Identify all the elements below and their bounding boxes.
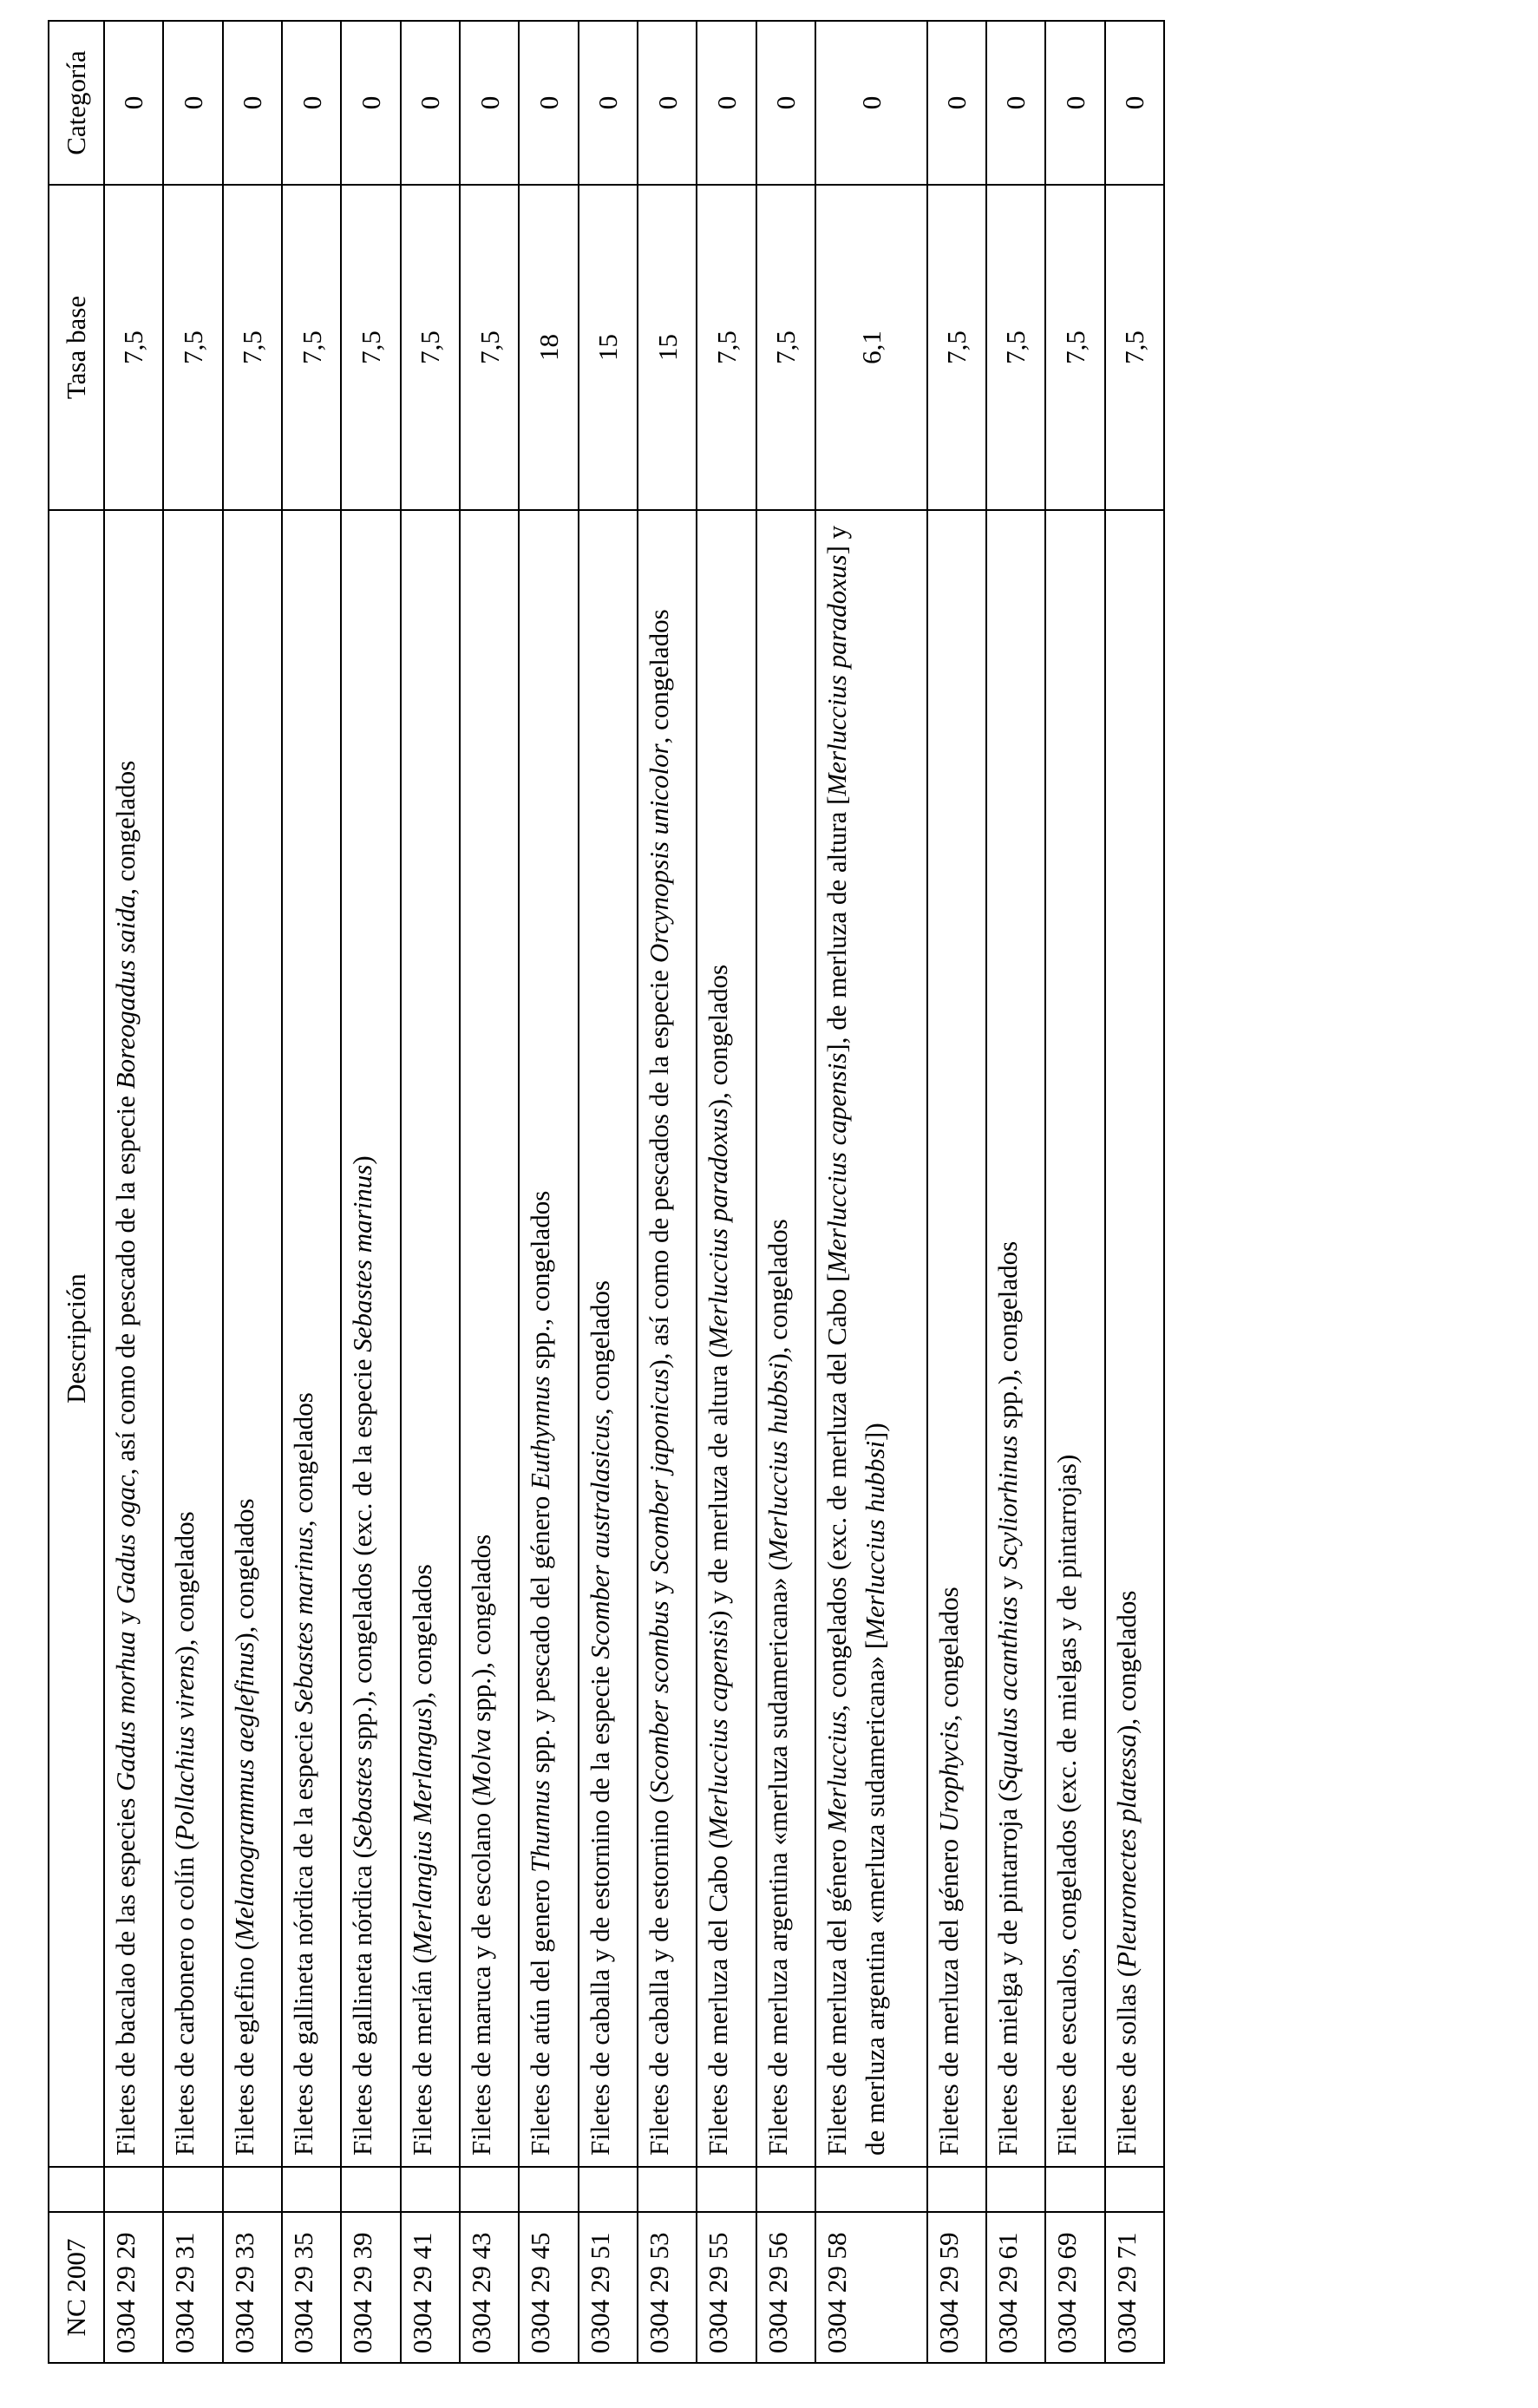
nc-code-cell: 0304 29 31	[163, 2212, 222, 2363]
description-cell	[756, 510, 815, 2167]
base-rate-cell: 7,5	[1045, 185, 1104, 510]
description-cell	[638, 510, 697, 2167]
species-name: Squalus acanthias	[992, 1596, 1023, 1793]
description-text: )	[347, 1155, 378, 1165]
category-cell: 0	[519, 21, 578, 185]
blank-cell	[1105, 2167, 1164, 2212]
description-cell	[341, 510, 400, 2167]
category-cell: 0	[341, 21, 400, 185]
blank-cell	[815, 2167, 926, 2212]
species-name: Euthynnus	[525, 1376, 556, 1490]
description-cell	[927, 510, 986, 2167]
base-rate-cell: 7,5	[697, 185, 756, 510]
description-cell	[460, 510, 519, 2167]
species-name: Gadus ogac	[110, 1475, 141, 1605]
category-cell: 0	[223, 21, 282, 185]
description-text: ) y de merluza de altura (	[703, 1349, 734, 1620]
base-rate-cell: 7,5	[282, 185, 341, 510]
species-name: Merluccius hubbsi	[762, 1362, 793, 1562]
species-name: Merluccius capensis	[821, 1052, 853, 1273]
description-cell	[1105, 510, 1164, 2167]
base-rate-cell: 7,5	[223, 185, 282, 510]
description-text: Filetes de merluza argentina «merluza sudamericana» (	[762, 1561, 793, 2156]
blank-cell	[163, 2167, 222, 2212]
species-name: Merluccius paradoxus	[821, 554, 853, 796]
category-cell: 0	[282, 21, 341, 185]
species-name: Thunnus	[525, 1779, 556, 1873]
species-name: Scomber australasicus	[584, 1415, 615, 1659]
base-rate-cell: 7,5	[104, 185, 163, 510]
description-text: spp.), congelados (exc. de la especie	[347, 1351, 378, 1757]
base-rate-cell: 7,5	[460, 185, 519, 510]
description-cell	[1045, 510, 1104, 2167]
description-text: , congelados	[288, 1392, 319, 1528]
description-text: Filetes de bacalao de las especies	[110, 1790, 141, 2156]
blank-cell	[104, 2167, 163, 2212]
nc-code-cell: 0304 29 69	[1045, 2212, 1104, 2363]
base-rate-cell: 7,5	[341, 185, 400, 510]
nc-code-cell: 0304 29 58	[815, 2212, 926, 2363]
table-row	[579, 21, 638, 2363]
description-text: ), congelados	[762, 1219, 793, 1363]
category-cell: 0	[756, 21, 815, 185]
nc-code-cell: 0304 29 61	[986, 2212, 1045, 2363]
table-row	[519, 21, 578, 2363]
species-name: Merluccius capensis	[703, 1619, 734, 1840]
base-rate-cell: 7,5	[986, 185, 1045, 510]
description-text: y	[110, 1604, 141, 1632]
species-name: Scyliorhinus	[992, 1435, 1023, 1570]
description-text: spp.), congelados	[992, 1240, 1023, 1436]
blank-cell	[697, 2167, 756, 2212]
description-text: , así como de pescado de la especie	[110, 1089, 141, 1476]
table-row	[460, 21, 519, 2363]
table-row	[1045, 21, 1104, 2363]
category-cell: 0	[460, 21, 519, 185]
header-base-rate: Tasa base	[49, 185, 104, 510]
nc-code-cell: 0304 29 35	[282, 2212, 341, 2363]
category-cell: 0	[163, 21, 222, 185]
description-text: Filetes de caballa y de estornino de la especie	[584, 1659, 615, 2156]
description-text: Filetes de atún del genero	[525, 1872, 556, 2156]
blank-cell	[282, 2167, 341, 2212]
species-name: Molva	[466, 1728, 497, 1797]
blank-cell	[341, 2167, 400, 2212]
nc-code-cell: 0304 29 53	[638, 2212, 697, 2363]
nc-code-cell: 0304 29 51	[579, 2212, 638, 2363]
category-cell: 0	[579, 21, 638, 185]
base-rate-cell: 15	[638, 185, 697, 510]
description-text: Filetes de gallineta nórdica (	[347, 1849, 378, 2156]
category-cell: 0	[927, 21, 986, 185]
header-row	[49, 21, 104, 2363]
table-row	[927, 21, 986, 2363]
description-text: Filetes de gallineta nórdica de la especie	[288, 1714, 319, 2156]
blank-cell	[223, 2167, 282, 2212]
description-text: Filetes de eglefino (	[228, 1940, 259, 2156]
description-text: spp. y pescado del género	[525, 1489, 556, 1780]
category-cell: 0	[638, 21, 697, 185]
description-cell	[223, 510, 282, 2167]
description-text: ), congelados	[169, 1511, 200, 1655]
description-text: Filetes de maruca y de escolano (	[466, 1796, 497, 2156]
nc-code-cell: 0304 29 29	[104, 2212, 163, 2363]
table-row	[638, 21, 697, 2363]
blank-cell	[756, 2167, 815, 2212]
blank-cell	[401, 2167, 460, 2212]
base-rate-cell: 7,5	[1105, 185, 1164, 510]
blank-cell	[519, 2167, 578, 2212]
species-name: Merluccius paradoxus	[703, 1108, 734, 1350]
species-name: Sebastes marinus	[347, 1164, 378, 1352]
description-text: Filetes de mielga y de pintarroja (	[992, 1792, 1023, 2156]
base-rate-cell: 7,5	[756, 185, 815, 510]
category-cell: 0	[401, 21, 460, 185]
description-text: , congelados	[110, 760, 141, 895]
species-name: Merlangius Merlangus	[406, 1707, 437, 1955]
table-body	[104, 21, 1164, 2363]
base-rate-cell: 18	[519, 185, 578, 510]
nc-code-cell: 0304 29 41	[401, 2212, 460, 2363]
description-text: , congelados (exc. de merluza del Cabo [	[821, 1273, 853, 1711]
species-name: Pollachius virens	[169, 1654, 200, 1842]
rotated-page	[48, 22, 1165, 2364]
description-text: y	[992, 1569, 1023, 1597]
nc-code-cell: 0304 29 45	[519, 2212, 578, 2363]
description-text: Filetes de merlán (	[406, 1954, 437, 2156]
nc-code-cell: 0304 29 39	[341, 2212, 400, 2363]
nc-code-cell: 0304 29 33	[223, 2212, 282, 2363]
blank-cell	[986, 2167, 1045, 2212]
table-row	[223, 21, 282, 2363]
species-name: Merluccius	[821, 1711, 853, 1833]
header-blank	[49, 2167, 104, 2212]
description-cell	[104, 510, 163, 2167]
description-cell	[282, 510, 341, 2167]
species-name: Orcynopsis unicolor	[644, 743, 675, 964]
nc-code-cell: 0304 29 71	[1105, 2212, 1164, 2363]
description-text: spp., congelados	[525, 1190, 556, 1377]
table-row	[986, 21, 1045, 2363]
description-text: , congelados	[644, 609, 675, 744]
header-nc-2007: NC 2007	[49, 2212, 104, 2363]
description-text: Filetes de escualos, congelados (exc. de mielgas y de pintarrojas)	[1051, 1454, 1083, 2156]
description-text: y	[644, 1574, 675, 1601]
description-cell	[519, 510, 578, 2167]
base-rate-cell: 7,5	[163, 185, 222, 510]
tariff-table	[48, 20, 1165, 2364]
blank-cell	[579, 2167, 638, 2212]
description-text: Filetes de carbonero o colín (	[169, 1841, 200, 2156]
category-cell: 0	[1045, 21, 1104, 185]
species-name: Gadus morhua	[110, 1631, 141, 1791]
category-cell: 0	[697, 21, 756, 185]
species-name: Sebastes	[347, 1757, 378, 1850]
blank-cell	[638, 2167, 697, 2212]
description-cell	[163, 510, 222, 2167]
description-text: ), así como de pescados de la especie	[644, 963, 675, 1369]
table-row	[401, 21, 460, 2363]
description-text: ), congelados	[703, 964, 734, 1109]
species-name: Urophycis	[933, 1721, 964, 1833]
description-cell	[815, 510, 926, 2167]
nc-code-cell: 0304 29 59	[927, 2212, 986, 2363]
table-row	[104, 21, 163, 2363]
description-text: ], de merluza de altura [	[821, 795, 853, 1053]
description-text: Filetes de merluza del género	[821, 1832, 853, 2156]
table-row	[815, 21, 926, 2363]
blank-cell	[927, 2167, 986, 2212]
species-name: Merluccius hubbsi	[859, 1440, 890, 1640]
description-text: , congelados	[933, 1587, 964, 1722]
table-row	[341, 21, 400, 2363]
description-cell	[986, 510, 1045, 2167]
nc-code-cell: 0304 29 56	[756, 2212, 815, 2363]
category-cell: 0	[986, 21, 1045, 185]
category-cell: 0	[104, 21, 163, 185]
description-text: Filetes de caballa y de estornino (	[644, 1794, 675, 2156]
species-name: Melanogrammus aeglefinus	[228, 1641, 259, 1941]
species-name: Scomber scombus	[644, 1600, 675, 1795]
description-text: ] y de merluza argentina «merluza sudamericana» [	[821, 525, 890, 2156]
category-cell: 0	[1105, 21, 1164, 185]
table-row	[282, 21, 341, 2363]
description-text: ), congelados	[228, 1498, 259, 1642]
description-cell	[697, 510, 756, 2167]
base-rate-cell: 15	[579, 185, 638, 510]
table-row	[1105, 21, 1164, 2363]
table-row	[163, 21, 222, 2363]
description-text: ), congelados	[1110, 1590, 1142, 1734]
header-category: Categoría	[49, 21, 104, 185]
species-name: Pleuronectes platessa	[1110, 1733, 1142, 1968]
description-text: spp.), congelados	[466, 1534, 497, 1729]
header-description: Descripción	[49, 510, 104, 2167]
description-text: Filetes de merluza del género	[933, 1832, 964, 2156]
table-row	[697, 21, 756, 2363]
blank-cell	[460, 2167, 519, 2212]
nc-code-cell: 0304 29 55	[697, 2212, 756, 2363]
nc-code-cell: 0304 29 43	[460, 2212, 519, 2363]
description-cell	[401, 510, 460, 2167]
base-rate-cell: 7,5	[401, 185, 460, 510]
description-text: Filetes de merluza del Cabo (	[703, 1839, 734, 2156]
base-rate-cell: 7,5	[927, 185, 986, 510]
species-name: Sebastes marinus	[288, 1527, 319, 1715]
base-rate-cell: 6,1	[815, 185, 926, 510]
description-text: Filetes de sollas (	[1110, 1967, 1142, 2156]
table-row	[756, 21, 815, 2363]
species-name: Scomber japonicus	[644, 1368, 675, 1574]
description-cell	[579, 510, 638, 2167]
species-name: Boreogadus saida	[110, 894, 141, 1089]
blank-cell	[1045, 2167, 1104, 2212]
category-cell: 0	[815, 21, 926, 185]
description-text: ])	[859, 1423, 890, 1441]
description-text: , congelados	[584, 1280, 615, 1415]
description-text: ), congelados	[406, 1564, 437, 1708]
